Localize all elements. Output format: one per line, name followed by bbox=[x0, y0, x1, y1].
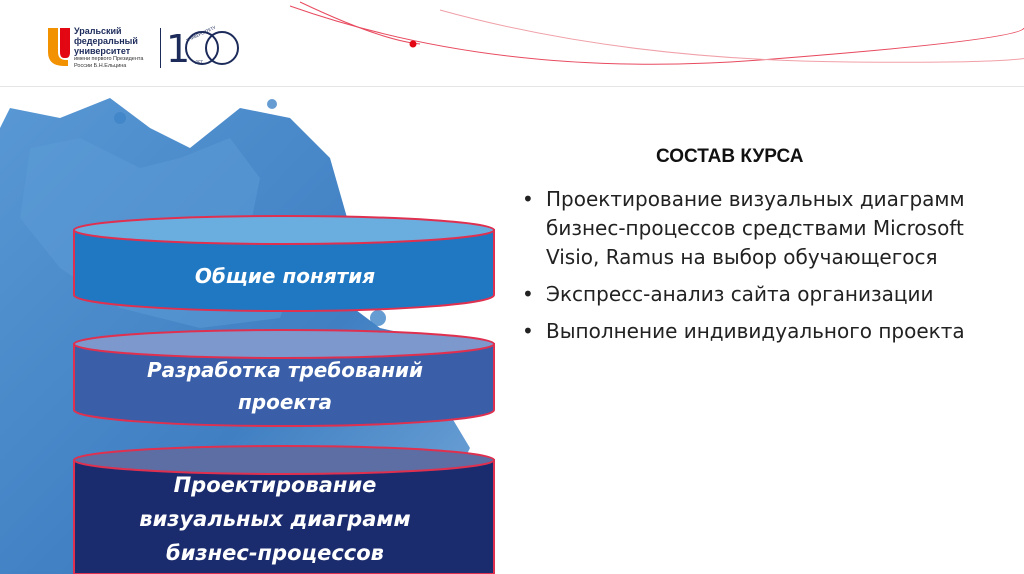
course-topics-list bbox=[520, 185, 1000, 354]
svg-text:УНИВЕРСИТЕТУ: УНИВЕРСИТЕТУ bbox=[185, 24, 217, 43]
logo-line-1: Уральский bbox=[74, 26, 122, 36]
course-topic-item: • Выполнение индивидуального проекта bbox=[520, 317, 1000, 346]
svg-text:ЛЕТ: ЛЕТ bbox=[195, 60, 203, 65]
course-topic-item: • Проектирование визуальных диаграмм бизнес-процессов средствами Microsoft Visio, Ramus на выбор обучающегося bbox=[520, 185, 1000, 272]
logo-line-2: федеральный bbox=[74, 36, 138, 46]
stack-level-1-label: Общие понятия bbox=[194, 264, 376, 288]
logo-subtitle-1: имени первого Президента bbox=[74, 56, 144, 62]
logo-subtitle-2: России Б.Н.Ельцина bbox=[74, 63, 127, 69]
logo-line-3: университет bbox=[74, 46, 131, 56]
stack-level-3-label: Проектирование визуальных диаграмм бизнес-процессов bbox=[139, 473, 411, 565]
svg-text:1: 1 bbox=[166, 27, 191, 71]
stack-level-2-label: Разработка требований проекта bbox=[146, 358, 424, 414]
course-heading: СОСТАВ КУРСА bbox=[656, 146, 804, 167]
course-topic-item: • Экспресс-анализ сайта организации bbox=[520, 280, 1000, 309]
